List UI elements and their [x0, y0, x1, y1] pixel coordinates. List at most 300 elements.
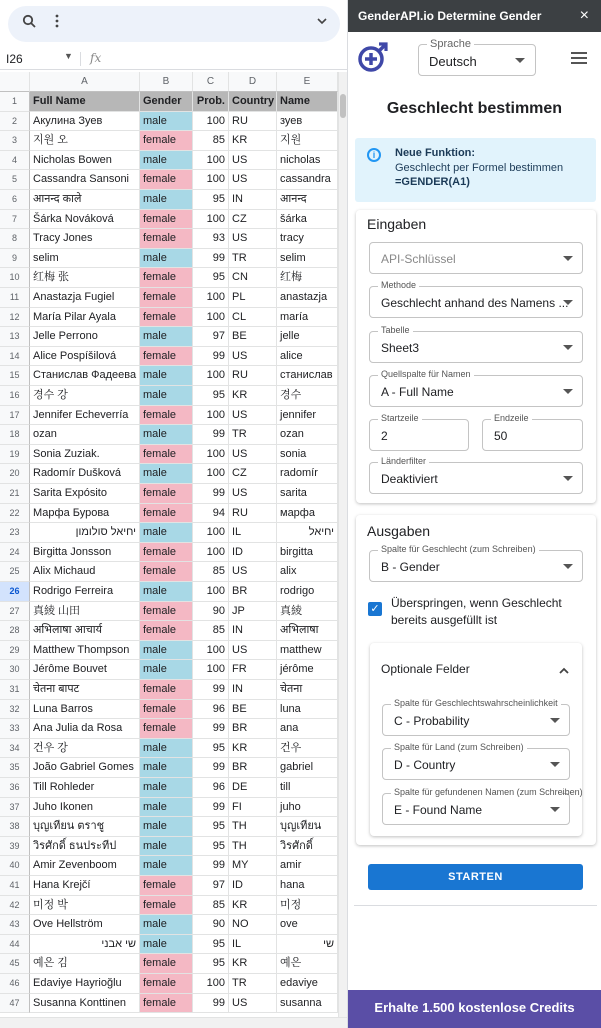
- full-name-cell[interactable]: अभिलाषा आचार्य: [30, 621, 140, 641]
- country-cell[interactable]: IN: [229, 190, 277, 210]
- row-number[interactable]: 37: [0, 798, 30, 818]
- row-number[interactable]: 30: [0, 660, 30, 680]
- gender-cell[interactable]: male: [140, 798, 193, 818]
- probability-cell[interactable]: 95: [193, 739, 229, 759]
- country-cell[interactable]: CZ: [229, 210, 277, 230]
- found-name-cell[interactable]: hana: [277, 876, 338, 896]
- full-name-cell[interactable]: 건우 강: [30, 739, 140, 759]
- gender-cell[interactable]: female: [140, 406, 193, 426]
- probability-cell[interactable]: 100: [193, 288, 229, 308]
- full-name-cell[interactable]: María Pilar Ayala: [30, 308, 140, 328]
- country-cell[interactable]: KR: [229, 386, 277, 406]
- probability-cell[interactable]: 100: [193, 523, 229, 543]
- found-name-cell[interactable]: birgitta: [277, 543, 338, 563]
- full-name-cell[interactable]: Jérôme Bouvet: [30, 660, 140, 680]
- found-name-cell[interactable]: maría: [277, 308, 338, 328]
- gender-cell[interactable]: female: [140, 896, 193, 916]
- row-number[interactable]: 13: [0, 327, 30, 347]
- full-name-cell[interactable]: Radomír Dušková: [30, 464, 140, 484]
- country-cell[interactable]: RU: [229, 366, 277, 386]
- country-cell[interactable]: KR: [229, 954, 277, 974]
- found-name-cell[interactable]: matthew: [277, 641, 338, 661]
- name-box[interactable]: I26: [6, 52, 23, 66]
- row-number[interactable]: 14: [0, 347, 30, 367]
- full-name-cell[interactable]: วิรศักดิ์ ธนประทีป: [30, 837, 140, 857]
- probability-cell[interactable]: 100: [193, 151, 229, 171]
- found-name-cell[interactable]: jérôme: [277, 660, 338, 680]
- gender-cell[interactable]: female: [140, 621, 193, 641]
- probability-cell[interactable]: 99: [193, 758, 229, 778]
- full-name-cell[interactable]: Juho Ikonen: [30, 798, 140, 818]
- country-cell[interactable]: IL: [229, 523, 277, 543]
- probability-cell[interactable]: 100: [193, 406, 229, 426]
- source-column-select[interactable]: [369, 369, 583, 407]
- found-name-cell[interactable]: radomír: [277, 464, 338, 484]
- found-name-cell[interactable]: rodrigo: [277, 582, 338, 602]
- full-name-cell[interactable]: Šárka Nováková: [30, 210, 140, 230]
- header-cell[interactable]: Name: [277, 92, 338, 112]
- found-name-cell[interactable]: 真綾: [277, 602, 338, 622]
- probability-cell[interactable]: 97: [193, 327, 229, 347]
- country-cell[interactable]: US: [229, 641, 277, 661]
- found-name-cell[interactable]: selim: [277, 249, 338, 269]
- probability-cell[interactable]: 94: [193, 504, 229, 524]
- gender-cell[interactable]: female: [140, 131, 193, 151]
- found-name-cell[interactable]: ove: [277, 915, 338, 935]
- full-name-cell[interactable]: Tracy Jones: [30, 229, 140, 249]
- gender-column-select[interactable]: [369, 544, 583, 582]
- probability-cell[interactable]: 100: [193, 366, 229, 386]
- hamburger-menu-icon[interactable]: [571, 52, 587, 64]
- country-cell[interactable]: TH: [229, 817, 277, 837]
- row-number[interactable]: 41: [0, 876, 30, 896]
- gender-cell[interactable]: female: [140, 543, 193, 563]
- row-number[interactable]: 24: [0, 543, 30, 563]
- gender-cell[interactable]: male: [140, 758, 193, 778]
- found-name-cell[interactable]: till: [277, 778, 338, 798]
- vertical-scrollbar[interactable]: [338, 72, 347, 1017]
- row-number[interactable]: 12: [0, 308, 30, 328]
- gender-cell[interactable]: female: [140, 347, 193, 367]
- row-number[interactable]: 16: [0, 386, 30, 406]
- gender-cell[interactable]: male: [140, 817, 193, 837]
- row-number[interactable]: 6: [0, 190, 30, 210]
- row-number[interactable]: 45: [0, 954, 30, 974]
- probability-cell[interactable]: 99: [193, 249, 229, 269]
- country-cell[interactable]: CN: [229, 268, 277, 288]
- header-cell[interactable]: Prob.: [193, 92, 229, 112]
- probability-cell[interactable]: 100: [193, 445, 229, 465]
- found-name-cell[interactable]: станислав: [277, 366, 338, 386]
- gender-cell[interactable]: female: [140, 170, 193, 190]
- country-cell[interactable]: IN: [229, 680, 277, 700]
- found-name-cell[interactable]: anastazja: [277, 288, 338, 308]
- full-name-cell[interactable]: Hana Krejčí: [30, 876, 140, 896]
- language-select[interactable]: [418, 38, 536, 76]
- full-name-cell[interactable]: 真綾 山田: [30, 602, 140, 622]
- country-cell[interactable]: US: [229, 406, 277, 426]
- gender-cell[interactable]: female: [140, 210, 193, 230]
- gender-cell[interactable]: male: [140, 327, 193, 347]
- gender-cell[interactable]: female: [140, 445, 193, 465]
- row-number[interactable]: 9: [0, 249, 30, 269]
- probability-cell[interactable]: 85: [193, 562, 229, 582]
- column-header-b[interactable]: B: [140, 72, 193, 92]
- country-cell[interactable]: BE: [229, 700, 277, 720]
- full-name-cell[interactable]: Edaviye Hayrioğlu: [30, 974, 140, 994]
- full-name-cell[interactable]: บุญเทียน ตราชู: [30, 817, 140, 837]
- row-number[interactable]: 3: [0, 131, 30, 151]
- row-number[interactable]: 42: [0, 896, 30, 916]
- row-number[interactable]: 39: [0, 837, 30, 857]
- full-name-cell[interactable]: 미정 박: [30, 896, 140, 916]
- country-filter-select[interactable]: [369, 456, 583, 494]
- country-cell[interactable]: US: [229, 445, 277, 465]
- full-name-cell[interactable]: Ana Julia da Rosa: [30, 719, 140, 739]
- full-name-cell[interactable]: 경수 강: [30, 386, 140, 406]
- more-vert-icon[interactable]: [54, 14, 60, 31]
- country-cell[interactable]: TR: [229, 974, 277, 994]
- probability-cell[interactable]: 96: [193, 700, 229, 720]
- chevron-up-icon[interactable]: [558, 663, 570, 681]
- method-select[interactable]: [369, 280, 583, 318]
- country-cell[interactable]: KR: [229, 896, 277, 916]
- country-cell[interactable]: FR: [229, 660, 277, 680]
- found-name-cell[interactable]: edaviye: [277, 974, 338, 994]
- row-number[interactable]: 23: [0, 523, 30, 543]
- found-name-cell[interactable]: cassandra: [277, 170, 338, 190]
- name-box-dropdown-icon[interactable]: ▼: [64, 51, 73, 61]
- found-name-cell[interactable]: jelle: [277, 327, 338, 347]
- found-name-cell[interactable]: 건우: [277, 739, 338, 759]
- column-header-e[interactable]: E: [277, 72, 338, 92]
- found-name-cell[interactable]: अभिलाषा: [277, 621, 338, 641]
- probability-cell[interactable]: 90: [193, 915, 229, 935]
- row-number[interactable]: 19: [0, 445, 30, 465]
- country-cell[interactable]: US: [229, 347, 277, 367]
- full-name-cell[interactable]: Anastazja Fugiel: [30, 288, 140, 308]
- found-name-cell[interactable]: 红梅: [277, 268, 338, 288]
- row-number[interactable]: 17: [0, 406, 30, 426]
- found-name-cell[interactable]: שי: [277, 935, 338, 955]
- full-name-cell[interactable]: Cassandra Sansoni: [30, 170, 140, 190]
- country-cell[interactable]: MY: [229, 856, 277, 876]
- country-cell[interactable]: US: [229, 151, 277, 171]
- gender-cell[interactable]: male: [140, 856, 193, 876]
- gender-cell[interactable]: male: [140, 739, 193, 759]
- horizontal-scrollbar[interactable]: [0, 1017, 347, 1028]
- gender-cell[interactable]: male: [140, 641, 193, 661]
- gender-cell[interactable]: male: [140, 249, 193, 269]
- gender-cell[interactable]: male: [140, 915, 193, 935]
- gender-cell[interactable]: female: [140, 719, 193, 739]
- probability-cell[interactable]: 99: [193, 719, 229, 739]
- api-key-input[interactable]: [369, 242, 583, 274]
- found-name-cell[interactable]: amir: [277, 856, 338, 876]
- country-cell[interactable]: US: [229, 229, 277, 249]
- found-name-cell[interactable]: sonia: [277, 445, 338, 465]
- gender-cell[interactable]: male: [140, 425, 193, 445]
- country-cell[interactable]: JP: [229, 602, 277, 622]
- probability-cell[interactable]: 97: [193, 876, 229, 896]
- probability-cell[interactable]: 99: [193, 680, 229, 700]
- start-row-input[interactable]: [369, 413, 469, 451]
- country-cell[interactable]: BE: [229, 327, 277, 347]
- gender-cell[interactable]: female: [140, 994, 193, 1014]
- full-name-cell[interactable]: Luna Barros: [30, 700, 140, 720]
- full-name-cell[interactable]: चेतना बापट: [30, 680, 140, 700]
- country-cell[interactable]: ID: [229, 543, 277, 563]
- gender-cell[interactable]: female: [140, 974, 193, 994]
- column-header-d[interactable]: D: [229, 72, 277, 92]
- found-name-cell[interactable]: יחיאל: [277, 523, 338, 543]
- row-number[interactable]: 1: [0, 92, 30, 112]
- country-cell[interactable]: DE: [229, 778, 277, 798]
- full-name-cell[interactable]: Ove Hellström: [30, 915, 140, 935]
- probability-cell[interactable]: 99: [193, 994, 229, 1014]
- found-name-cell[interactable]: วิรศักดิ์: [277, 837, 338, 857]
- found-name-cell[interactable]: 지원: [277, 131, 338, 151]
- country-cell[interactable]: ID: [229, 876, 277, 896]
- country-cell[interactable]: US: [229, 484, 277, 504]
- full-name-cell[interactable]: Sarita Expósito: [30, 484, 140, 504]
- country-cell[interactable]: US: [229, 994, 277, 1014]
- select-all-corner[interactable]: [0, 72, 30, 92]
- probability-cell[interactable]: 100: [193, 308, 229, 328]
- found-name-cell[interactable]: gabriel: [277, 758, 338, 778]
- row-number[interactable]: 11: [0, 288, 30, 308]
- probability-cell[interactable]: 95: [193, 190, 229, 210]
- search-icon[interactable]: [22, 14, 36, 31]
- row-number[interactable]: 47: [0, 994, 30, 1014]
- country-cell[interactable]: US: [229, 170, 277, 190]
- probability-cell[interactable]: 93: [193, 229, 229, 249]
- row-number[interactable]: 22: [0, 504, 30, 524]
- gender-cell[interactable]: male: [140, 366, 193, 386]
- probability-cell[interactable]: 95: [193, 837, 229, 857]
- full-name-cell[interactable]: Alix Michaud: [30, 562, 140, 582]
- found-name-cell[interactable]: चेतना: [277, 680, 338, 700]
- row-number[interactable]: 31: [0, 680, 30, 700]
- full-name-cell[interactable]: Till Rohleder: [30, 778, 140, 798]
- full-name-cell[interactable]: 예은 김: [30, 954, 140, 974]
- column-header-a[interactable]: A: [30, 72, 140, 92]
- header-cell[interactable]: Country: [229, 92, 277, 112]
- country-cell[interactable]: RU: [229, 504, 277, 524]
- row-number[interactable]: 34: [0, 739, 30, 759]
- country-cell[interactable]: BR: [229, 719, 277, 739]
- close-icon[interactable]: ×: [579, 7, 589, 24]
- found-name-cell[interactable]: зуев: [277, 112, 338, 132]
- row-number[interactable]: 8: [0, 229, 30, 249]
- found-name-cell[interactable]: марфа: [277, 504, 338, 524]
- probability-cell[interactable]: 85: [193, 621, 229, 641]
- chevron-down-icon[interactable]: [316, 14, 328, 30]
- probability-cell[interactable]: 100: [193, 112, 229, 132]
- row-number[interactable]: 21: [0, 484, 30, 504]
- probability-cell[interactable]: 99: [193, 347, 229, 367]
- credits-banner[interactable]: Erhalte 1.500 kostenlose Credits: [348, 990, 601, 1028]
- full-name-cell[interactable]: Rodrigo Ferreira: [30, 582, 140, 602]
- full-name-cell[interactable]: Jennifer Echeverría: [30, 406, 140, 426]
- gender-cell[interactable]: female: [140, 562, 193, 582]
- found-name-cell[interactable]: susanna: [277, 994, 338, 1014]
- found-name-cell[interactable]: 경수: [277, 386, 338, 406]
- row-number[interactable]: 36: [0, 778, 30, 798]
- full-name-cell[interactable]: 지원 오: [30, 131, 140, 151]
- probability-cell[interactable]: 96: [193, 778, 229, 798]
- gender-cell[interactable]: male: [140, 582, 193, 602]
- country-cell[interactable]: FI: [229, 798, 277, 818]
- gender-cell[interactable]: male: [140, 837, 193, 857]
- country-cell[interactable]: BR: [229, 582, 277, 602]
- full-name-cell[interactable]: Alice Pospíšilová: [30, 347, 140, 367]
- full-name-cell[interactable]: João Gabriel Gomes: [30, 758, 140, 778]
- probability-cell[interactable]: 99: [193, 856, 229, 876]
- gender-cell[interactable]: female: [140, 876, 193, 896]
- probability-cell[interactable]: 85: [193, 131, 229, 151]
- full-name-cell[interactable]: Акулина Зуев: [30, 112, 140, 132]
- gender-cell[interactable]: female: [140, 229, 193, 249]
- country-cell[interactable]: IN: [229, 621, 277, 641]
- probability-cell[interactable]: 99: [193, 798, 229, 818]
- gender-cell[interactable]: female: [140, 680, 193, 700]
- found-name-column-select[interactable]: [382, 787, 583, 825]
- row-number[interactable]: 35: [0, 758, 30, 778]
- found-name-cell[interactable]: 예은: [277, 954, 338, 974]
- probability-cell[interactable]: 95: [193, 935, 229, 955]
- full-name-cell[interactable]: Amir Zevenboom: [30, 856, 140, 876]
- gender-cell[interactable]: female: [140, 700, 193, 720]
- found-name-cell[interactable]: ana: [277, 719, 338, 739]
- country-column-select[interactable]: [382, 742, 570, 780]
- probability-cell[interactable]: 100: [193, 543, 229, 563]
- gender-cell[interactable]: male: [140, 935, 193, 955]
- probability-cell[interactable]: 100: [193, 210, 229, 230]
- full-name-cell[interactable]: Birgitta Jonsson: [30, 543, 140, 563]
- gender-cell[interactable]: female: [140, 268, 193, 288]
- found-name-cell[interactable]: juho: [277, 798, 338, 818]
- country-cell[interactable]: US: [229, 562, 277, 582]
- found-name-cell[interactable]: sarita: [277, 484, 338, 504]
- gender-cell[interactable]: female: [140, 288, 193, 308]
- found-name-cell[interactable]: luna: [277, 700, 338, 720]
- country-cell[interactable]: PL: [229, 288, 277, 308]
- full-name-cell[interactable]: Matthew Thompson: [30, 641, 140, 661]
- row-number[interactable]: 2: [0, 112, 30, 132]
- gender-cell[interactable]: male: [140, 112, 193, 132]
- row-number[interactable]: 15: [0, 366, 30, 386]
- row-number[interactable]: 43: [0, 915, 30, 935]
- full-name-cell[interactable]: ozan: [30, 425, 140, 445]
- probability-cell[interactable]: 95: [193, 817, 229, 837]
- probability-cell[interactable]: 95: [193, 954, 229, 974]
- country-cell[interactable]: NO: [229, 915, 277, 935]
- found-name-cell[interactable]: jennifer: [277, 406, 338, 426]
- full-name-cell[interactable]: Марфа Бурова: [30, 504, 140, 524]
- row-number[interactable]: 10: [0, 268, 30, 288]
- gender-cell[interactable]: female: [140, 504, 193, 524]
- probability-cell[interactable]: 90: [193, 602, 229, 622]
- row-number[interactable]: 27: [0, 602, 30, 622]
- probability-cell[interactable]: 95: [193, 386, 229, 406]
- country-cell[interactable]: BR: [229, 758, 277, 778]
- full-name-cell[interactable]: Sonia Zuziak.: [30, 445, 140, 465]
- found-name-cell[interactable]: ozan: [277, 425, 338, 445]
- probability-cell[interactable]: 99: [193, 425, 229, 445]
- probability-cell[interactable]: 100: [193, 660, 229, 680]
- found-name-cell[interactable]: tracy: [277, 229, 338, 249]
- row-number[interactable]: 28: [0, 621, 30, 641]
- probability-cell[interactable]: 85: [193, 896, 229, 916]
- gender-cell[interactable]: female: [140, 602, 193, 622]
- gender-cell[interactable]: male: [140, 190, 193, 210]
- row-number[interactable]: 26: [0, 582, 30, 602]
- gender-cell[interactable]: male: [140, 660, 193, 680]
- country-cell[interactable]: TR: [229, 425, 277, 445]
- probability-cell[interactable]: 100: [193, 170, 229, 190]
- full-name-cell[interactable]: Nicholas Bowen: [30, 151, 140, 171]
- full-name-cell[interactable]: שי אבני: [30, 935, 140, 955]
- row-number[interactable]: 44: [0, 935, 30, 955]
- row-number[interactable]: 18: [0, 425, 30, 445]
- gender-cell[interactable]: female: [140, 484, 193, 504]
- gender-cell[interactable]: male: [140, 464, 193, 484]
- full-name-cell[interactable]: selim: [30, 249, 140, 269]
- found-name-cell[interactable]: alix: [277, 562, 338, 582]
- country-cell[interactable]: TR: [229, 249, 277, 269]
- full-name-cell[interactable]: Станислав Фадеева: [30, 366, 140, 386]
- full-name-cell[interactable]: 红梅 张: [30, 268, 140, 288]
- probability-cell[interactable]: 100: [193, 582, 229, 602]
- country-cell[interactable]: CL: [229, 308, 277, 328]
- row-number[interactable]: 46: [0, 974, 30, 994]
- row-number[interactable]: 25: [0, 562, 30, 582]
- found-name-cell[interactable]: šárka: [277, 210, 338, 230]
- country-cell[interactable]: KR: [229, 739, 277, 759]
- gender-cell[interactable]: male: [140, 778, 193, 798]
- found-name-cell[interactable]: alice: [277, 347, 338, 367]
- gender-cell[interactable]: male: [140, 386, 193, 406]
- full-name-cell[interactable]: आनन्द काले: [30, 190, 140, 210]
- row-number[interactable]: 20: [0, 464, 30, 484]
- found-name-cell[interactable]: บุญเทียน: [277, 817, 338, 837]
- row-number[interactable]: 5: [0, 170, 30, 190]
- gender-cell[interactable]: female: [140, 308, 193, 328]
- country-cell[interactable]: IL: [229, 935, 277, 955]
- country-cell[interactable]: CZ: [229, 464, 277, 484]
- probability-cell[interactable]: 95: [193, 268, 229, 288]
- probability-cell[interactable]: 100: [193, 974, 229, 994]
- gender-cell[interactable]: male: [140, 151, 193, 171]
- found-name-cell[interactable]: nicholas: [277, 151, 338, 171]
- gender-cell[interactable]: male: [140, 523, 193, 543]
- gender-cell[interactable]: female: [140, 954, 193, 974]
- probability-column-select[interactable]: [382, 698, 570, 736]
- skip-filled-checkbox[interactable]: ✓: [368, 602, 382, 616]
- full-name-cell[interactable]: Susanna Konttinen: [30, 994, 140, 1014]
- table-select[interactable]: [369, 325, 583, 363]
- found-name-cell[interactable]: 미정: [277, 896, 338, 916]
- header-cell[interactable]: Full Name: [30, 92, 140, 112]
- row-number[interactable]: 29: [0, 641, 30, 661]
- row-number[interactable]: 38: [0, 817, 30, 837]
- scrollbar-thumb[interactable]: [340, 94, 346, 118]
- country-cell[interactable]: KR: [229, 131, 277, 151]
- column-header-c[interactable]: C: [193, 72, 229, 92]
- full-name-cell[interactable]: יחיאל סולומון: [30, 523, 140, 543]
- probability-cell[interactable]: 100: [193, 464, 229, 484]
